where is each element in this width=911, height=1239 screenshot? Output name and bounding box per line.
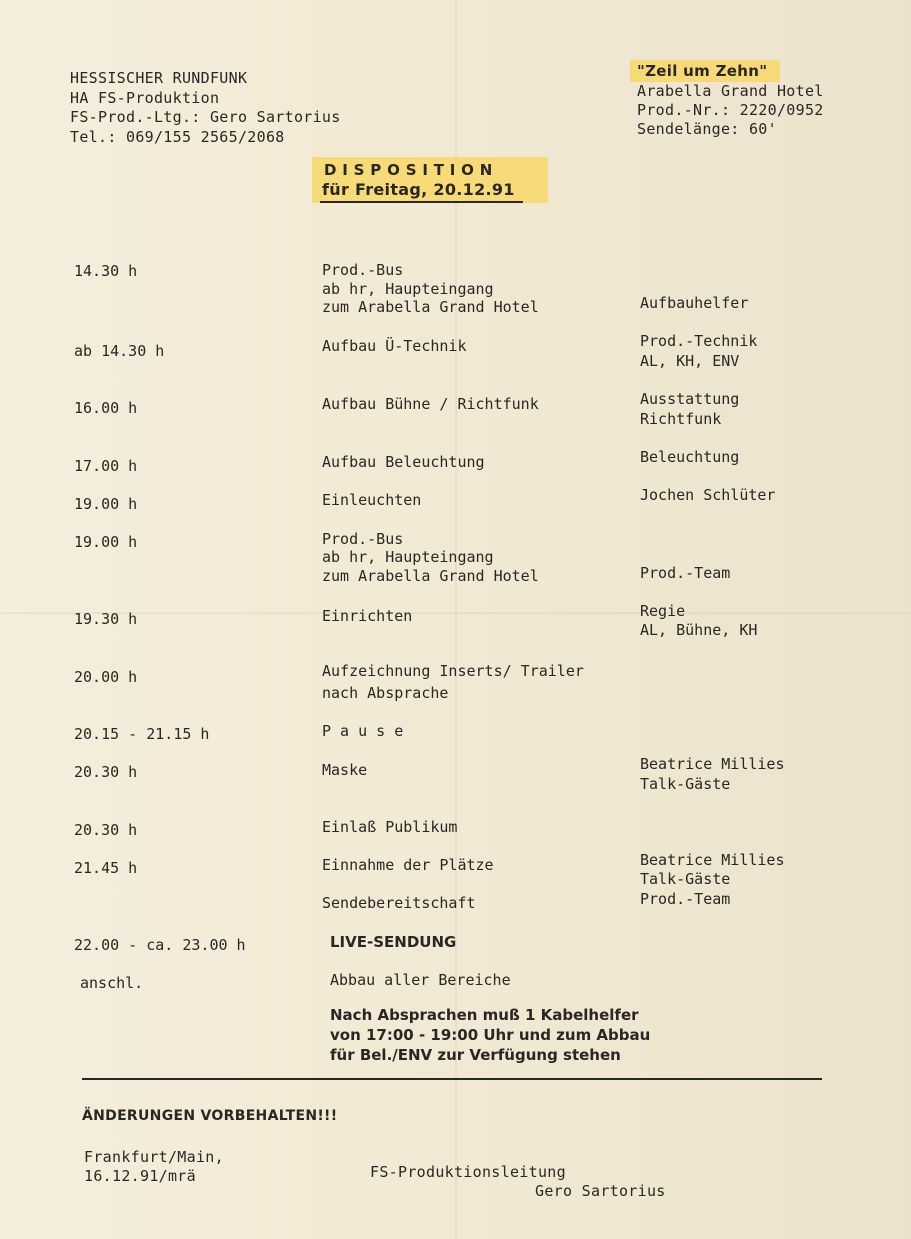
changes-reserved: ÄNDERUNGEN VORBEHALTEN!!!: [82, 1108, 338, 1124]
schedule-time: 20.15 - 21.15 h: [74, 725, 210, 743]
live-broadcast-label: LIVE-SENDUNG: [330, 933, 457, 951]
schedule-activity: zum Arabella Grand Hotel: [322, 567, 539, 585]
title-date: für Freitag, 20.12.91: [322, 180, 515, 199]
department: HA FS-Produktion: [70, 89, 220, 107]
note-line: von 17:00 - 19:00 Uhr und zum Abbau: [330, 1026, 651, 1044]
phone: Tel.: 069/155 2565/2068: [70, 128, 285, 146]
title-underline: [320, 201, 523, 203]
section-divider: [82, 1078, 822, 1080]
schedule-activity: Aufbau Beleuchtung: [322, 453, 485, 471]
schedule-activity: Maske: [322, 761, 368, 779]
schedule-responsible: Prod.-Team: [640, 564, 731, 582]
schedule-activity: Einnahme der Plätze: [322, 856, 494, 874]
footer-signatory: Gero Sartorius: [535, 1182, 666, 1200]
station-name: HESSISCHER RUNDFUNK: [70, 69, 248, 87]
schedule-activity: Aufbau Bühne / Richtfunk: [322, 395, 539, 413]
schedule-activity: Einleuchten: [322, 491, 422, 509]
footer-department: FS-Produktionsleitung: [370, 1163, 566, 1181]
broadcast-length: Sendelänge: 60': [637, 120, 777, 138]
venue: Arabella Grand Hotel: [637, 82, 824, 100]
schedule-responsible: Regie: [640, 602, 686, 620]
schedule-activity: zum Arabella Grand Hotel: [322, 298, 539, 316]
schedule-activity: Aufzeichnung Inserts/ Trailer: [322, 662, 584, 680]
schedule-responsible: AL, KH, ENV: [640, 352, 740, 370]
schedule-activity: Einlaß Publikum: [322, 818, 458, 836]
schedule-responsible: Talk-Gäste: [640, 775, 731, 793]
schedule-responsible: Ausstattung: [640, 390, 740, 408]
schedule-responsible: Talk-Gäste: [640, 870, 731, 888]
schedule-responsible: Beatrice Millies: [640, 851, 785, 869]
footer-place: Frankfurt/Main,: [84, 1148, 224, 1166]
schedule-time: ab 14.30 h: [74, 342, 165, 360]
schedule-responsible: Prod.-Technik: [640, 332, 758, 350]
schedule-time: anschl.: [80, 974, 144, 992]
schedule-responsible: Jochen Schlüter: [640, 486, 776, 504]
schedule-time: 20.30 h: [74, 821, 138, 839]
schedule-responsible: Beleuchtung: [640, 448, 740, 466]
note-line: Nach Absprachen muß 1 Kabelhelfer: [330, 1006, 639, 1024]
schedule-activity: Abbau aller Bereiche: [330, 971, 511, 989]
schedule-time: 19.30 h: [74, 610, 138, 628]
footer-date: 16.12.91/mrä: [84, 1167, 196, 1185]
schedule-time: 16.00 h: [74, 399, 138, 417]
schedule-activity: Sendebereitschaft: [322, 894, 476, 912]
schedule-responsible: Beatrice Millies: [640, 755, 785, 773]
note-line: für Bel./ENV zur Verfügung stehen: [330, 1046, 621, 1064]
schedule-time: 19.00 h: [74, 495, 138, 513]
show-title: "Zeil um Zehn": [637, 62, 768, 80]
schedule-activity: Aufbau Ü-Technik: [322, 337, 467, 355]
schedule-time: 20.30 h: [74, 763, 138, 781]
schedule-responsible: Prod.-Team: [640, 890, 731, 908]
schedule-time: 14.30 h: [74, 262, 138, 280]
schedule-responsible: Aufbauhelfer: [640, 294, 749, 312]
schedule-time: 17.00 h: [74, 457, 138, 475]
schedule-responsible: AL, Bühne, KH: [640, 621, 758, 639]
title-disposition: D I S P O S I T I O N: [324, 161, 493, 179]
schedule-responsible: Richtfunk: [640, 410, 722, 428]
schedule-activity: Prod.-Bus: [322, 261, 404, 279]
schedule-time: 21.45 h: [74, 859, 138, 877]
production-lead: FS-Prod.-Ltg.: Gero Sartorius: [70, 108, 341, 126]
schedule-activity: ab hr, Haupteingang: [322, 548, 494, 566]
schedule-activity: nach Absprache: [322, 684, 449, 702]
schedule-time: 19.00 h: [74, 533, 138, 551]
schedule-time: 22.00 - ca. 23.00 h: [74, 936, 246, 954]
schedule-activity: Einrichten: [322, 607, 413, 625]
production-number: Prod.-Nr.: 2220/0952: [637, 101, 824, 119]
schedule-activity: P a u s e: [322, 722, 404, 740]
schedule-activity: ab hr, Haupteingang: [322, 280, 494, 298]
schedule-time: 20.00 h: [74, 668, 138, 686]
schedule-activity: Prod.-Bus: [322, 530, 404, 548]
